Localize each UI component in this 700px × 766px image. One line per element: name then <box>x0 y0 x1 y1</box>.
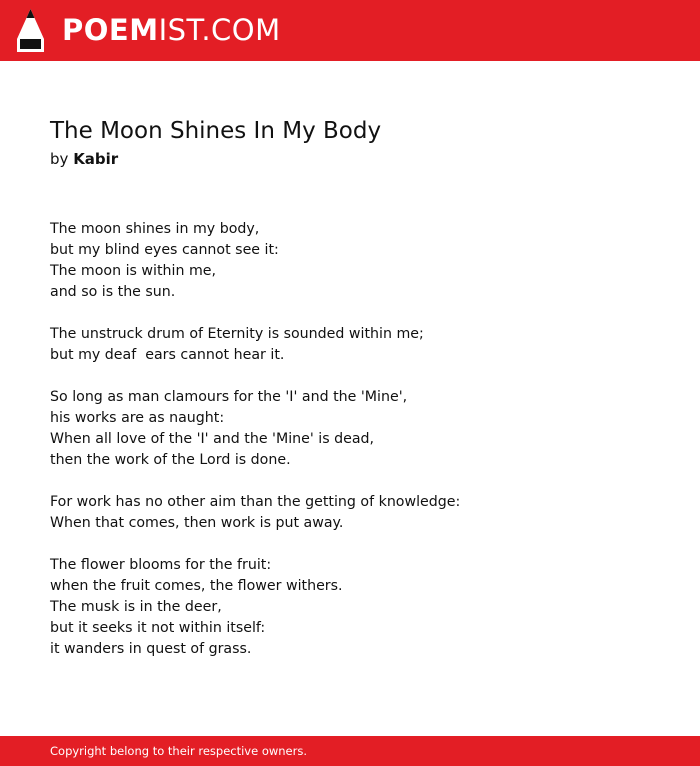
site-header <box>0 0 700 61</box>
poem-line: The flower blooms for the fruit: <box>50 557 272 573</box>
author-name: Kabir <box>73 150 119 168</box>
poem-line: but my blind eyes cannot see it: <box>50 242 279 258</box>
stanza <box>50 555 670 660</box>
poem-line: When that comes, then work is put away. <box>50 515 344 531</box>
site-logo[interactable] <box>62 13 281 47</box>
poem-line: and so is the sun. <box>50 284 176 300</box>
poem-line: then the work of the Lord is done. <box>50 452 291 468</box>
stanza <box>50 492 670 534</box>
pencil-tip-icon[interactable] <box>17 9 44 52</box>
poem-line: So long as man clamours for the 'I' and the 'Mine', <box>50 389 408 405</box>
stanza <box>50 387 670 471</box>
poem-line: The moon is within me, <box>50 263 217 279</box>
poem-line: his works are as naught: <box>50 410 225 426</box>
stanza <box>50 324 670 366</box>
copyright-text: Copyright belong to their respective owners. <box>50 744 308 758</box>
by-label: by <box>50 150 69 168</box>
poem-line: When all love of the 'I' and the 'Mine' is dead, <box>50 431 375 447</box>
poem-line: The moon shines in my body, <box>50 221 260 237</box>
stanza <box>50 219 670 303</box>
poem-line: when the fruit comes, the flower withers. <box>50 578 343 594</box>
logo-text-light: IST.COM <box>158 13 281 47</box>
byline <box>50 149 118 169</box>
poem-line: but it seeks it not within itself: <box>50 620 266 636</box>
poem-title: The Moon Shines In My Body <box>50 118 382 144</box>
logo-text-bold: POEM <box>62 13 159 47</box>
poem-line: For work has no other aim than the getting of knowledge: <box>50 494 461 510</box>
site-footer <box>0 736 700 766</box>
poem-body <box>50 219 670 681</box>
poem-line: The unstruck drum of Eternity is sounded within me; <box>50 326 424 342</box>
poem-line: The musk is in the deer, <box>50 599 222 615</box>
poem-line: it wanders in quest of grass. <box>50 641 252 657</box>
poem-line: but my deaf ears cannot hear it. <box>50 347 285 363</box>
